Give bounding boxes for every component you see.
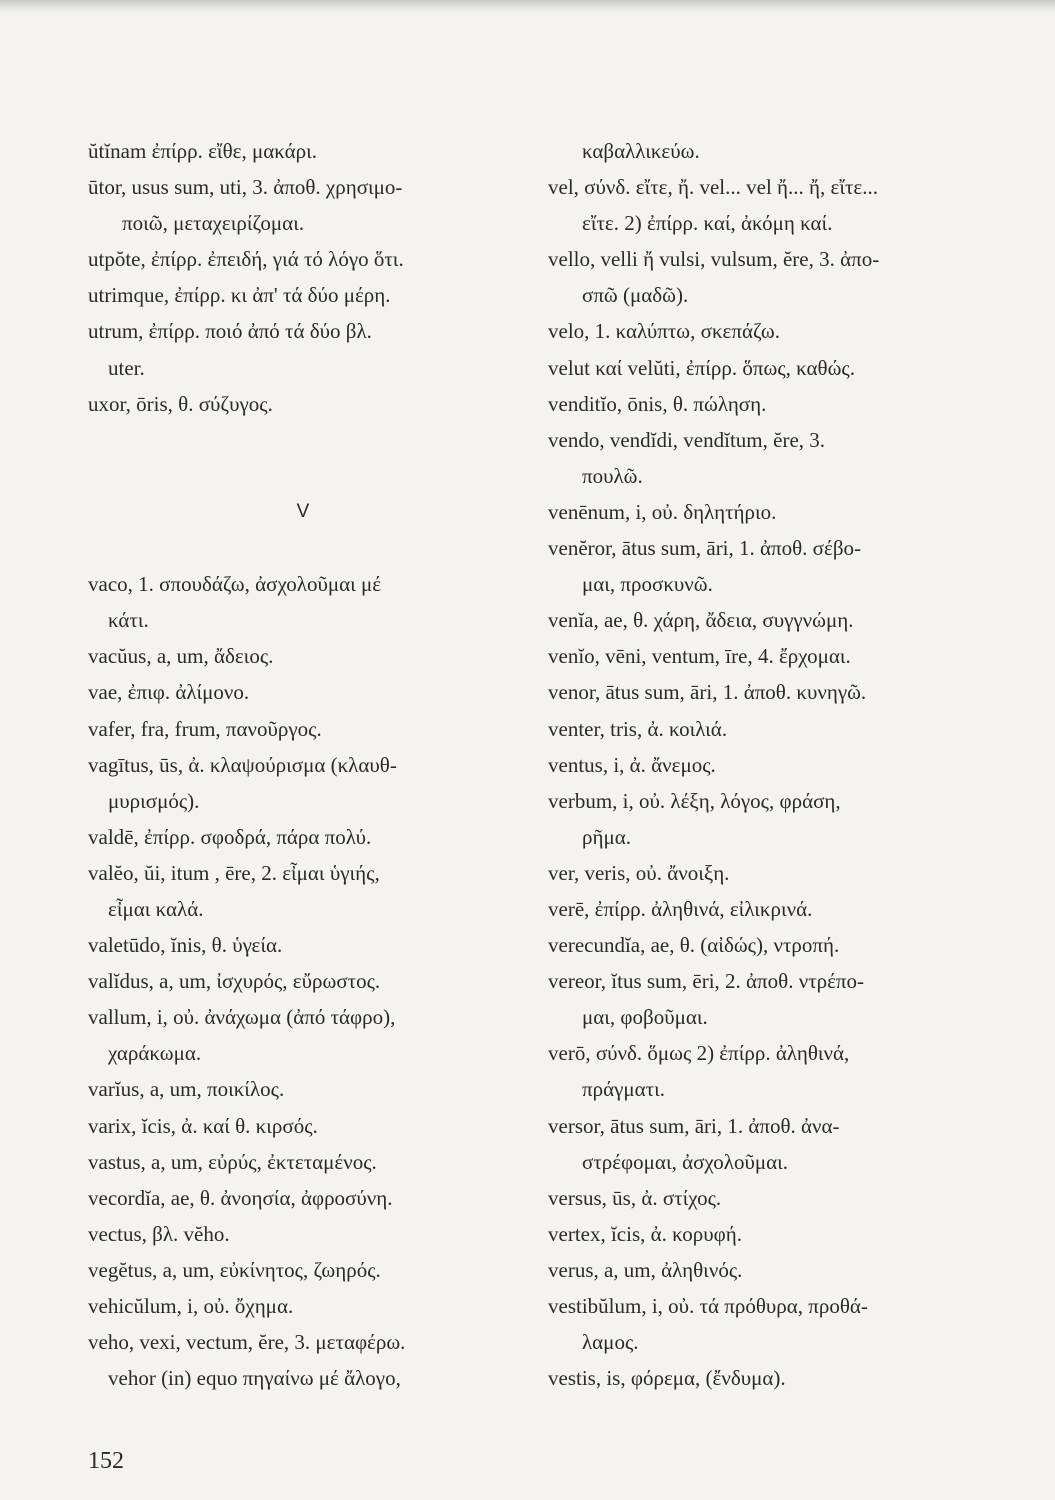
entry-line: velut καί velŭti, ἐπίρρ. ὅπως, καθώς. [548,355,855,380]
entry-line: vastus, a, um, εὐρύς, ἐκτεταμένος. [88,1149,377,1174]
entry-line: vendo, vendĭdi, vendĭtum, ĕre, 3. [548,427,826,452]
entry-line: καβαλλικεύω. [582,139,700,163]
entry-line: μυρισμός). [108,788,200,813]
entry-line: venĕror, ātus sum, āri, 1. ἀποθ. σέβο- [548,536,862,561]
blank-line [88,530,518,566]
entry-line: valĕo, ŭi, itum , ēre, 2. εἶμαι ὑγιής, [88,860,380,885]
entry-line: σπῶ (μαδῶ). [582,283,689,308]
page-number: 152 [88,1448,124,1474]
entry-line: πουλῶ. [582,463,643,488]
section-letter-heading: V [296,500,310,522]
entry-line: verō, σύνδ. ὅμως 2) ἐπίρρ. ἀληθινά, [548,1041,850,1066]
entry-line: utpŏte, ἐπίρρ. ἐπειδή, γιά τό λόγο ὅτι. [88,247,404,272]
entry-line: valĭdus, a, um, ἰσχυρός, εὔρωστος. [88,969,381,994]
entry-line: ūtor, usus sum, uti, 3. ἀποθ. χρησιμο- [88,175,403,200]
entry-line: λαμος. [582,1330,639,1355]
entry-line: venor, ātus sum, āri, 1. ἀποθ. κυνηγῶ. [548,680,867,705]
entry-line: vel, σύνδ. εἴτε, ἤ. vel... vel ἤ... ἤ, εἴτε... [548,175,878,200]
entry-line: utrimque, ἐπίρρ. κι ἀπ' τά δύο μέρη. [88,283,391,308]
entry-line: στρέφομαι, ἀσχολοῦμαι. [582,1149,789,1174]
blank-line [88,458,518,494]
entry-line: vestis, is, φόρεμα, (ἔνδυμα). [548,1366,786,1391]
entry-line: verus, a, um, ἀληθινός. [548,1257,743,1282]
entry-line: vello, velli ἤ vulsi, vulsum, ĕre, 3. ἀπο- [548,247,880,272]
entry-line: vecordĭa, ae, θ. ἀνοησία, ἀφροσύνη. [88,1185,393,1210]
right-column [548,133,978,1396]
entry-line: varix, ĭcis, ἀ. καί θ. κιρσός. [88,1113,318,1138]
entry-line: εἶμαι καλά. [108,896,204,921]
entry-line: ŭtĭnam ἐπίρρ. εἴθε, μακάρι. [88,139,317,163]
entry-line: κάτι. [108,608,149,633]
entry-line: verē, ἐπίρρ. ἀληθινά, εἰλικρινά. [548,896,813,921]
entry-line: vectus, βλ. vĕho. [88,1221,230,1246]
entry-line: vestibŭlum, i, οὐ. τά πρόθυρα, προθά- [548,1294,868,1318]
entry-line: vallum, i, οὐ. ἀνάχωμα (ἀπό τάφρο), [88,1005,396,1030]
blank-line [88,422,518,458]
page-top-edge [0,0,1055,14]
entry-line: vae, ἐπιφ. ἀλίμονο. [88,680,250,705]
entry-line: ρῆμα. [582,824,631,849]
entry-line: vertex, ĭcis, ἀ. κορυφή. [548,1221,742,1246]
entry-line: venditĭo, ōnis, θ. πώληση. [548,391,767,416]
entry-line: μαι, προσκυνῶ. [582,572,713,597]
entry-line: valdē, ἐπίρρ. σφοδρά, πάρα πολύ. [88,824,372,849]
entry-line: χαράκωμα. [108,1041,202,1066]
entry-line: versor, ātus sum, āri, 1. ἀποθ. ἀνα- [548,1113,840,1138]
entry-line: vehicŭlum, i, οὐ. ὄχημα. [88,1294,294,1318]
entry-line: vaco, 1. σπουδάζω, ἀσχολοῦμαι μέ [88,572,382,597]
entry-line: vereor, ĭtus sum, ēri, 2. ἀποθ. ντρέπο- [548,969,865,994]
entry-line: ποιῶ, μεταχειρίζομαι. [122,211,305,236]
entry-line: uxor, ōris, θ. σύζυγος. [88,391,273,416]
entry-line: vegĕtus, a, um, εὐκίνητος, ζωηρός. [88,1257,381,1282]
entry-line: vacŭus, a, um, ἄδειος. [88,644,274,669]
entry-line: uter. [108,355,145,380]
entry-line: πράγματι. [582,1077,665,1102]
entry-line: μαι, φοβοῦμαι. [582,1005,708,1030]
entry-line: versus, ūs, ἀ. στίχος. [548,1185,722,1210]
entry-line: εἴτε. 2) ἐπίρρ. καί, ἀκόμη καί. [582,211,833,236]
left-column [88,133,518,1396]
entry-line: verecundĭa, ae, θ. (αἰδώς), ντροπή. [548,933,840,958]
entry-line: venēnum, i, οὐ. δηλητήριο. [548,499,777,524]
entry-line: velo, 1. καλύπτω, σκεπάζω. [548,319,780,344]
entry-line: verbum, i, οὐ. λέξη, λόγος, φράση, [548,788,841,813]
entry-line: vagītus, ūs, ἀ. κλαψούρισμα (κλαυθ- [88,752,397,777]
entry-line: ventus, i, ἀ. ἄνεμος. [548,752,716,777]
entry-line: varĭus, a, um, ποικίλος. [88,1077,285,1102]
entry-line: veho, vexi, vectum, ĕre, 3. μεταφέρω. [88,1330,406,1355]
entry-line: utrum, ἐπίρρ. ποιό ἀπό τά δύο βλ. [88,319,372,344]
entry-line: venter, tris, ἀ. κοιλιά. [548,716,728,741]
entry-line: venĭa, ae, θ. χάρη, ἄδεια, συγγνώμη. [548,608,854,633]
entry-line: vehor (in) equo πηγαίνω μέ ἄλογο, [108,1366,401,1391]
entry-line: valetūdo, ĭnis, θ. ὑγεία. [88,933,283,958]
entry-line: ver, veris, οὐ. ἄνοιξη. [548,860,730,885]
entry-line: vafer, fra, frum, πανοῦργος. [88,716,322,741]
entry-line: venĭo, vēni, ventum, īre, 4. ἔρχομαι. [548,644,851,669]
